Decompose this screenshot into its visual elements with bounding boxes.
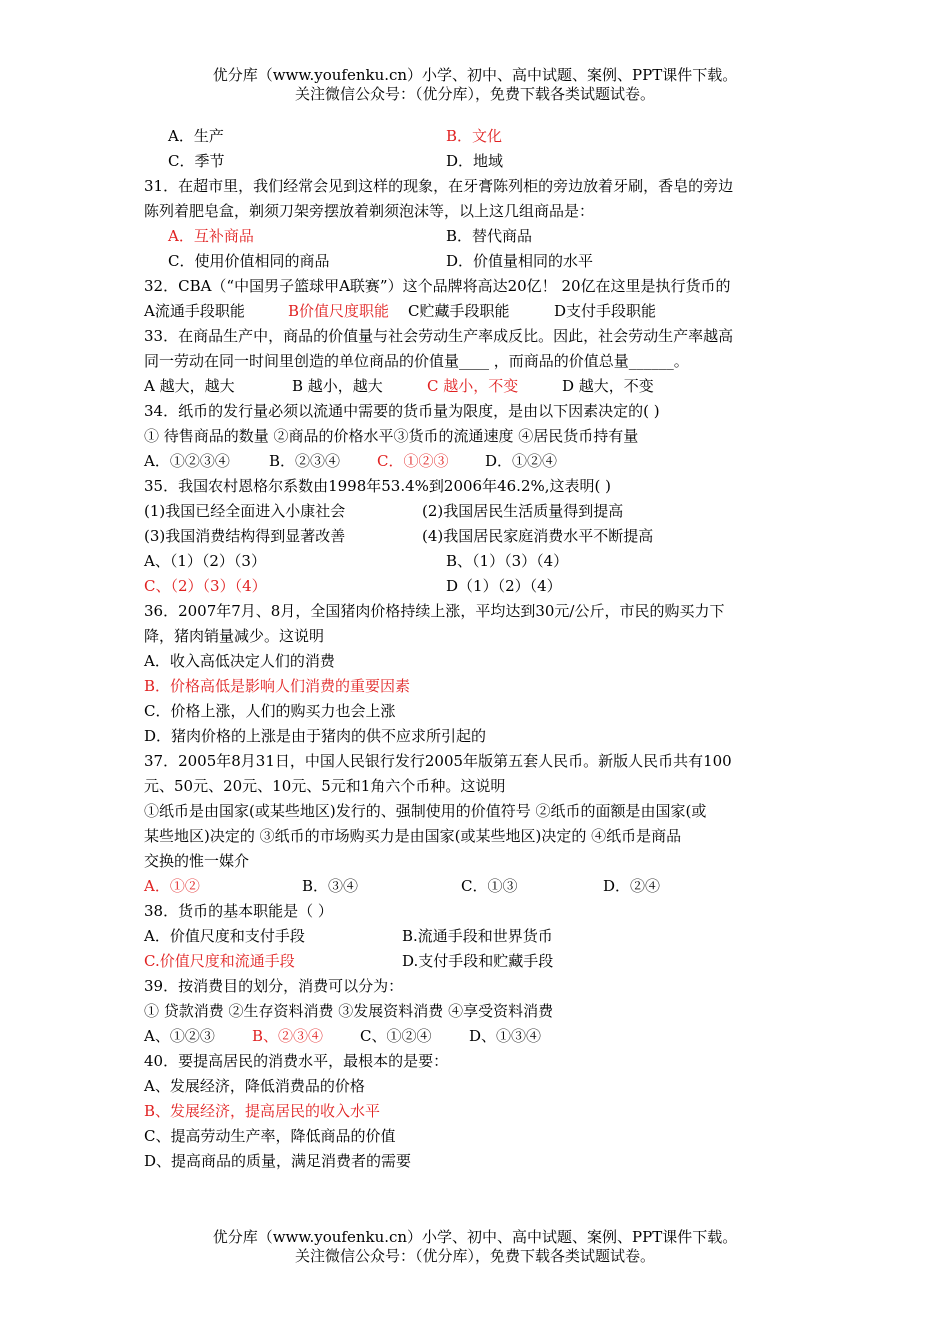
q35-statements-row-1 [144, 499, 814, 524]
q30-row-2 [144, 149, 814, 174]
q34-option-c-answer: C．①②③ [377, 452, 449, 470]
q33-option-b: B 越小，越大 [292, 377, 383, 395]
q31-row-1 [144, 224, 814, 249]
q39-option-d: D、①③④ [469, 1027, 542, 1045]
q32-option-d: D支付手段职能 [554, 302, 657, 320]
q30-option-c: C．季节 [168, 152, 225, 170]
header-line-1: 优分库（www.youfenku.cn）小学、初中、高中试题、案例、PPT课件下载。 [212, 66, 738, 84]
q31-row-2 [144, 249, 814, 274]
q33-option-c-answer: C 越小，不变 [427, 377, 519, 395]
q40-option-d: D、提高商品的质量，满足消费者的需要 [144, 1152, 412, 1170]
page-header [0, 66, 950, 104]
q32-option-b-answer: B价值尺度职能 [288, 302, 390, 320]
footer-line-1: 优分库（www.youfenku.cn）小学、初中、高中试题、案例、PPT课件下载。 [212, 1228, 738, 1246]
q40-option-c: C、提高劳动生产率，降低商品的价值 [144, 1127, 396, 1145]
q35-statements-row-2 [144, 524, 814, 549]
q35-option-b: B、（1）（3）（4） [446, 552, 569, 570]
question-list [144, 124, 814, 1174]
q31-option-a-answer: A．互补商品 [168, 227, 254, 245]
q32-option-a: A流通手段职能 [144, 302, 245, 320]
q37-stem-1: 37．2005年8月31日，中国人民银行发行2005年版第五套人民币。新版人民币共有100 [144, 752, 732, 770]
q31-option-b: B．替代商品 [446, 227, 533, 245]
q34-option-a: A．①②③④ [144, 452, 230, 470]
q35-option-c-answer: C、（2）（3）（4） [144, 577, 267, 595]
q37-items-1: ①纸币是由国家(或某些地区)发行的、强制使用的价值符号 ②纸币的面额是由国家(或 [144, 802, 707, 820]
q39-option-c: C、①②④ [360, 1027, 432, 1045]
q30-option-a: A．生产 [168, 127, 224, 145]
q37-items-2: 某些地区)决定的 ③纸币的市场购买力是由国家(或某些地区)决定的 ④纸币是商品 [144, 827, 682, 845]
q30-option-d: D．地域 [446, 152, 504, 170]
q35-statement-2: (2)我国居民生活质量得到提高 [422, 502, 624, 520]
q36-option-a: A．收入高低决定人们的消费 [144, 652, 335, 670]
q34-option-b: B．②③④ [269, 452, 341, 470]
q30-row-1 [144, 124, 814, 149]
q34-option-d: D．①②④ [485, 452, 558, 470]
q40-option-a: A、发展经济，降低消费品的价格 [144, 1077, 365, 1095]
q34-stem: 34．纸币的发行量必须以流通中需要的货币量为限度，是由以下因素决定的( ) [144, 402, 660, 420]
q34-items: ① 待售商品的数量 ②商品的价格水平③货币的流通速度 ④居民货币持有量 [144, 427, 639, 445]
q37-option-a-answer: A．①② [144, 877, 200, 895]
q31-option-d: D．价值量相同的水平 [446, 252, 594, 270]
q31-stem-2: 陈列着肥皂盒，剃须刀架旁摆放着剃须泡沫等，以上这几组商品是： [144, 202, 595, 220]
q37-option-b: B．③④ [302, 877, 359, 895]
q33-options [144, 374, 814, 399]
q38-options-row-1 [144, 924, 814, 949]
q39-options [144, 1024, 814, 1049]
q37-options [144, 874, 814, 899]
q30-option-b-answer: B．文化 [446, 127, 503, 145]
q33-option-a: A 越大，越大 [144, 377, 235, 395]
q37-option-d: D．②④ [603, 877, 661, 895]
q36-option-b-answer: B．价格高低是影响人们消费的重要因素 [144, 677, 411, 695]
footer-line-2: 关注微信公众号：（优分库），免费下载各类试题试卷。 [294, 1247, 655, 1265]
q37-option-c: C．①③ [461, 877, 518, 895]
q40-stem: 40．要提高居民的消费水平，最根本的是要： [144, 1052, 449, 1070]
q35-statement-1: (1)我国已经全面进入小康社会 [144, 502, 346, 520]
q39-stem: 39．按消费目的划分，消费可以分为： [144, 977, 404, 995]
q31-stem-1: 31．在超市里，我们经常会见到这样的现象，在牙膏陈列柜的旁边放着牙刷，香皂的旁边 [144, 177, 734, 195]
q36-stem-1: 36．2007年7月、8月，全国猪肉价格持续上涨，平均达到30元/公斤，市民的购买力下 [144, 602, 725, 620]
q40-option-b-answer: B、发展经济，提高居民的收入水平 [144, 1102, 381, 1120]
q32-options [144, 299, 814, 324]
q39-option-b-answer: B、②③④ [252, 1027, 324, 1045]
q32-stem: 32．CBA（“中国男子篮球甲A联赛”）这个品牌将高达20亿！ 20亿在这里是执行货币的 [144, 277, 731, 295]
q39-items: ① 贷款消费 ②生存资料消费 ③发展资料消费 ④享受资料消费 [144, 1002, 554, 1020]
q38-option-a: A．价值尺度和支付手段 [144, 927, 305, 945]
q35-option-d: D（1）（2）（4） [446, 577, 562, 595]
q38-option-d: D.支付手段和贮藏手段 [402, 952, 554, 970]
q38-options-row-2 [144, 949, 814, 974]
q33-stem-2: 同一劳动在同一时间里创造的单位商品的价值量____ ，而商品的价值总量______。 [144, 352, 689, 370]
q35-statement-3: (3)我国消费结构得到显著改善 [144, 527, 346, 545]
q38-option-c-answer: C.价值尺度和流通手段 [144, 952, 295, 970]
q37-items-3: 交换的惟一媒介 [144, 852, 250, 870]
q39-option-a: A、①②③ [144, 1027, 215, 1045]
q36-option-d: D．猪肉价格的上涨是由于猪肉的供不应求所引起的 [144, 727, 487, 745]
q38-option-b: B.流通手段和世界货币 [402, 927, 553, 945]
q32-option-c: C贮藏手段职能 [408, 302, 510, 320]
q36-option-c: C．价格上涨，人们的购买力也会上涨 [144, 702, 396, 720]
q35-options-row-2 [144, 574, 814, 599]
q37-stem-2: 元、50元、20元、10元、5元和1角六个币种。这说明 [144, 777, 506, 795]
q35-stem: 35．我国农村恩格尔系数由1998年53.4%到2006年46.2%,这表明( ) [144, 477, 611, 495]
q33-option-d: D 越大，不变 [562, 377, 654, 395]
page-footer [0, 1228, 950, 1266]
q34-options [144, 449, 814, 474]
q36-stem-2: 降，猪肉销量减少。这说明 [144, 627, 325, 645]
q38-stem: 38．货币的基本职能是（ ） [144, 902, 333, 920]
q35-statement-4: (4)我国居民家庭消费水平不断提高 [422, 527, 654, 545]
q33-stem-1: 33．在商品生产中，商品的价值量与社会劳动生产率成反比。因此，社会劳动生产率越高 [144, 327, 734, 345]
header-line-2: 关注微信公众号：（优分库），免费下载各类试题试卷。 [294, 85, 655, 103]
q35-option-a: A、（1）（2）（3） [144, 552, 266, 570]
q35-options-row-1 [144, 549, 814, 574]
q31-option-c: C．使用价值相同的商品 [168, 252, 330, 270]
